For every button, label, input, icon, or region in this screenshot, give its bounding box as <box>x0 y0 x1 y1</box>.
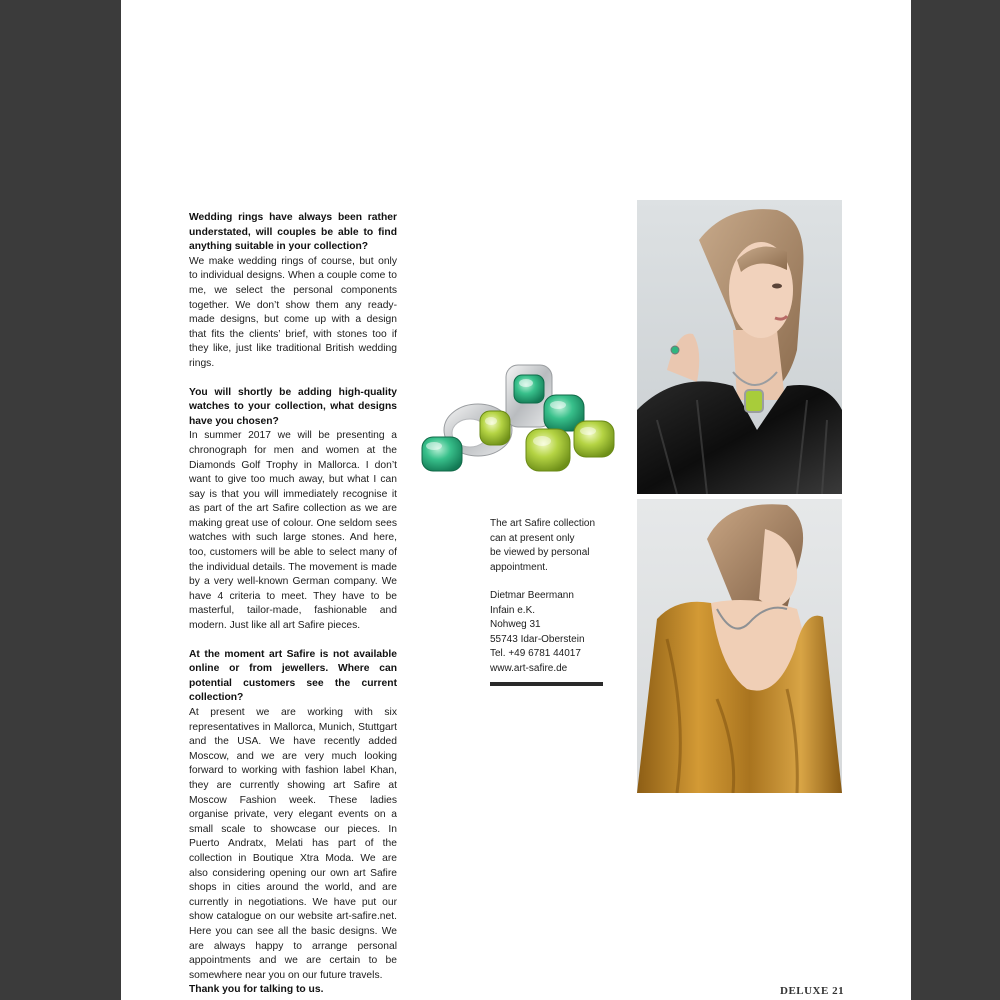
magazine-page <box>121 0 911 1000</box>
interview-column <box>189 211 397 998</box>
question-availability: At the moment art Safire is not available online or from jewellers. Where can potential customers see the current collection? <box>189 648 397 704</box>
contact-website: www.art-safire.de <box>490 662 568 674</box>
answer-wedding-rings: We make wedding rings of course, but only to individual designs. When a couple come to me, we select the personal components together. We don’t show them any ready-made designs, but come up with a design that fits the clients’ brief, with stones too if they like, just like traditional British wedding rings. <box>189 255 397 369</box>
answer-availability: At present we are working with six representatives in Mallorca, Munich, Stuttgart and the USA. We have recently added Moscow, and we are very much looking forward to working with fashion label Khan, they are currently showing art Safire at Moscow Fashion week. These ladies organise private, very elegant events on a small scale to showcase our pieces. In Puerto Andratx, Melati has part of the collection in Boutique Xtra Moda. We are also considering opening our own art Safire shops in cities around the world, and are currently in negotiations. We have put our show catalogue on our website art-safire.net. Here you can see all the basic designs. We are always happy to arrange personal appointments and we are certain to be somewhere near you on our future travels. <box>189 707 397 981</box>
info-line-2: can at present only <box>490 532 575 544</box>
magazine-name: DELUXE <box>780 985 829 997</box>
answer-watches: In summer 2017 we will be presenting a chronograph for men and women at the Diamonds Golf Trophy in Mallorca. I don’t want to give too much away, but what I can say is that you will immediately recognise it as part of the art Safire collection as we are making great use of colour. One seldom sees watches with such large stones. And here, too, customers will be able to select many of the individual details. The movement is made by a very well-known German company. We have 4 criteria to meet. They have to be masterful, tailor-made, fashionable and modern. Just like all art Safire pieces. <box>189 430 397 632</box>
info-line-1: The art Safire collection <box>490 518 596 529</box>
model-photo-black-top <box>637 200 842 494</box>
info-line-4: appointment. <box>490 561 548 573</box>
page-footer <box>780 985 844 997</box>
contact-phone: Tel. +49 6781 44017 <box>490 648 581 659</box>
contact-name: Dietmar Beermann <box>490 590 574 601</box>
page-number: 21 <box>832 985 845 997</box>
info-line-3: be viewed by personal <box>490 547 590 558</box>
closing-line: Thank you for talking to us. <box>189 984 324 996</box>
contact-street: Nohweg 31 <box>490 619 541 630</box>
contact-city: 55743 Idar-Oberstein <box>490 633 585 645</box>
question-watches: You will shortly be adding high-quality watches to your collection, what designs have you chosen? <box>189 386 397 427</box>
question-wedding-rings: Wedding rings have always been rather understated, will couples be able to find anything suitable in your collection? <box>189 212 397 253</box>
model-photo-gold-dress <box>637 499 842 793</box>
divider-rule <box>490 682 603 686</box>
contact-company: Infain e.K. <box>490 604 536 616</box>
gemstone-rings-image <box>418 345 618 485</box>
contact-info-box <box>490 517 610 676</box>
